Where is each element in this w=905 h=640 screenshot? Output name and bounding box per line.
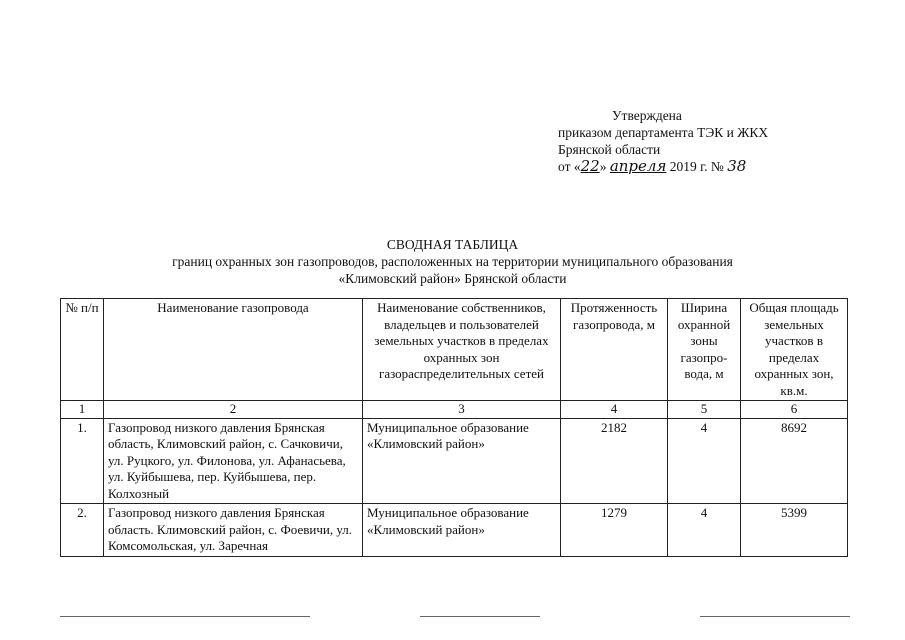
scan-artifact-line [420, 616, 540, 617]
date-year: 2019 г. № [669, 159, 724, 174]
header-length: Протяженность газопровода, м [561, 299, 668, 401]
column-number-row [61, 401, 848, 419]
header-pipeline-name: Наименование газопровода [104, 299, 363, 401]
heading-title: СВОДНАЯ ТАБЛИЦА [386, 237, 519, 252]
row-owner: Муниципальное образование «Климовский район» [363, 418, 561, 504]
scan-artifact-line [60, 616, 310, 617]
row-total-area: 8692 [741, 418, 848, 504]
order-number: 38 [727, 157, 747, 175]
row-num: 1. [61, 418, 104, 504]
column-number: 4 [561, 401, 668, 419]
header-total-area: Общая площадь земельных участков в пределах охранных зон, кв.м. [741, 299, 848, 401]
row-owner: Муниципальное образование «Климовский район» [363, 504, 561, 557]
row-pipeline-name: Газопровод низкого давления Брянская область. Климовский район, с. Фоевичи, ул. Комсомольская, ул. Заречная [104, 504, 363, 557]
scan-artifact-line [700, 616, 850, 617]
heading-line3: «Климовский район» Брянской области [338, 271, 567, 286]
summary-table [60, 298, 848, 557]
row-zone-width: 4 [668, 504, 741, 557]
column-number: 2 [104, 401, 363, 419]
header-owners: Наименование собственников, владельцев и пользователей земельных участков в пределах охранных зон газораспределительных сетей [363, 299, 561, 401]
heading-line2: границ охранных зон газопроводов, расположенных на территории муниципального образования [172, 254, 733, 269]
column-number: 3 [363, 401, 561, 419]
approval-block [558, 107, 768, 175]
table-row [61, 418, 848, 504]
row-total-area: 5399 [741, 504, 848, 557]
row-num: 2. [61, 504, 104, 557]
approval-order-line: приказом департамента ТЭК и ЖКХ [558, 125, 769, 140]
date-prefix: от « [558, 159, 581, 174]
column-number: 1 [61, 401, 104, 419]
header-zone-width: Ширина охранной зоны газопро-вода, м [668, 299, 741, 401]
row-length: 2182 [561, 418, 668, 504]
header-row [61, 299, 848, 401]
column-number: 5 [668, 401, 741, 419]
date-mid: » [599, 159, 607, 174]
table-row [61, 504, 848, 557]
column-number: 6 [741, 401, 848, 419]
row-pipeline-name: Газопровод низкого давления Брянская область, Климовский район, с. Сачковичи, ул. Руцкого, ул. Филонова, ул. Афанасьева, ул. Куйбышева, пер. Куйбышева, пер. Колхозный [104, 418, 363, 504]
document-heading [0, 236, 905, 287]
header-num: № п/п [61, 299, 104, 401]
date-day: 22 [580, 157, 600, 175]
approval-region-line: Брянской области [558, 142, 661, 157]
row-zone-width: 4 [668, 418, 741, 504]
row-length: 1279 [561, 504, 668, 557]
approval-date-line [558, 158, 768, 175]
approval-title: Утверждена [612, 108, 682, 123]
date-month: апреля [609, 157, 667, 175]
